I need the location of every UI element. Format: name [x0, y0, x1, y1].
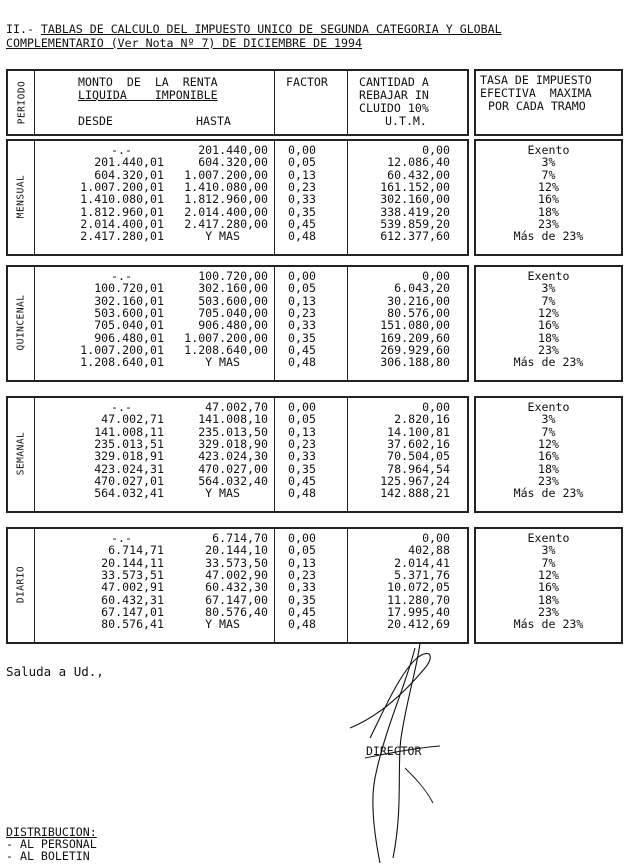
cell-tasa: 12%	[538, 180, 559, 195]
cell-hasta: 329.018,90	[198, 437, 268, 452]
cell-factor: 0,48	[288, 617, 316, 632]
cell-tasa: 3%	[541, 281, 556, 296]
cell-cantidad: 12.086,40	[387, 155, 450, 170]
cell-desde: 1.007.200,01	[80, 180, 164, 195]
cell-factor: 0,23	[288, 437, 316, 452]
header-cantidad-4: U.T.M.	[385, 114, 427, 128]
cell-cantidad: 338.419,20	[380, 204, 450, 219]
cell-factor: 0,35	[288, 592, 316, 607]
cell-hasta: 141.008,10	[198, 412, 268, 427]
cell-cantidad: 11.280,70	[387, 592, 450, 607]
cell-hasta: 235.013,50	[198, 424, 268, 439]
cell-desde: 47.002,71	[101, 412, 164, 427]
cell-tasa: 12%	[538, 568, 559, 583]
distribution-list	[6, 826, 97, 862]
section-label: SEMANAL	[15, 431, 27, 476]
cell-cantidad: 612.377,60	[380, 229, 450, 244]
header-periodo: PERIODO	[16, 80, 28, 125]
title-line-1: TABLAS DE CALCULO DEL IMPUESTO UNICO DE SEGUNDA CATEGORIA Y GLOBAL	[40, 22, 502, 36]
cell-desde: 201.440,01	[94, 155, 164, 170]
cell-factor: 0,23	[288, 180, 316, 195]
cell-tasa: 18%	[538, 592, 559, 607]
section-table-quincenal	[6, 265, 469, 382]
cell-tasa: 7%	[541, 555, 556, 570]
cell-cantidad: 142.888,21	[380, 486, 450, 501]
cell-hasta: Y MAS	[205, 617, 240, 632]
cell-desde: 100.720,01	[94, 281, 164, 296]
cell-cantidad: 6.043,20	[394, 281, 450, 296]
cell-desde: 141.008,11	[94, 424, 164, 439]
cell-hasta: 80.576,40	[205, 605, 268, 620]
cell-cantidad: 2.820,16	[394, 412, 450, 427]
cell-desde: 80.576,41	[101, 617, 164, 632]
cell-factor: 0,33	[288, 449, 316, 464]
cell-factor: 0,48	[288, 486, 316, 501]
header-factor: FACTOR	[286, 75, 328, 89]
title-line-2: COMPLEMENTARIO (Ver Nota Nº 7) DE DICIEMBRE DE 1994	[6, 36, 362, 50]
cell-factor: 0,33	[288, 192, 316, 207]
cell-factor: 0,05	[288, 543, 316, 558]
cell-desde: 60.432,31	[101, 592, 164, 607]
cell-tasa: 18%	[538, 461, 559, 476]
cell-cantidad: 2.014,41	[394, 555, 450, 570]
cell-cantidad: 0,00	[422, 269, 450, 283]
section-label: QUINCENAL	[15, 294, 27, 351]
cell-hasta: Y MAS	[205, 355, 240, 370]
cell-hasta: 6.714,70	[212, 531, 268, 545]
section-table-diario	[6, 527, 469, 644]
cell-tasa: 12%	[538, 437, 559, 452]
cell-factor: 0,05	[288, 281, 316, 296]
cell-cantidad: 20.412,69	[387, 617, 450, 632]
cell-cantidad: 0,00	[422, 143, 450, 157]
cell-tasa: 12%	[538, 306, 559, 321]
cell-factor: 0,33	[288, 318, 316, 333]
section-label: DIARIO	[15, 565, 27, 604]
cell-cantidad: 17.995,40	[387, 605, 450, 620]
cell-desde: 235.013,51	[94, 437, 164, 452]
cell-hasta: 1.007.200,00	[184, 330, 268, 345]
cell-tasa: 23%	[538, 474, 559, 489]
cell-factor: 0,23	[288, 306, 316, 321]
section-label: MENSUAL	[15, 174, 27, 219]
cell-factor: 0,00	[288, 531, 316, 545]
cell-factor: 0,00	[288, 143, 316, 157]
cell-factor: 0,35	[288, 204, 316, 219]
cell-desde: 33.573,51	[101, 568, 164, 583]
cell-cantidad: 169.209,60	[380, 330, 450, 345]
header-cantidad-2: REBAJAR IN	[359, 88, 429, 102]
cell-hasta: 201.440,00	[198, 143, 268, 157]
cell-tasa: 16%	[538, 449, 559, 464]
cell-desde: 906.480,01	[94, 330, 164, 345]
cell-factor: 0,35	[288, 461, 316, 476]
cell-tasa: Más de 23%	[513, 486, 584, 501]
cell-tasa: 16%	[538, 318, 559, 333]
cell-cantidad: 0,00	[422, 400, 450, 414]
cell-cantidad: 10.072,05	[387, 580, 450, 595]
cell-desde: -.-	[111, 269, 132, 283]
cell-hasta: 564.032,40	[198, 474, 268, 489]
cell-cantidad: 306.188,80	[380, 355, 450, 370]
cell-tasa: Más de 23%	[513, 229, 584, 244]
cell-cantidad: 269.929,60	[380, 343, 450, 358]
cell-factor: 0,05	[288, 412, 316, 427]
cell-desde: 302.160,01	[94, 293, 164, 308]
distribution-item: - AL PERSONAL	[6, 837, 97, 851]
cell-tasa: Más de 23%	[513, 355, 584, 370]
cell-factor: 0,13	[288, 293, 316, 308]
cell-tasa: 23%	[538, 605, 559, 620]
cell-factor: 0,45	[288, 474, 316, 489]
cell-cantidad: 402,88	[408, 543, 450, 558]
cell-desde: 1.410.080,01	[80, 192, 164, 207]
cell-tasa: 7%	[541, 167, 556, 182]
cell-factor: 0,00	[288, 269, 316, 283]
cell-tasa: Exento	[527, 269, 570, 283]
cell-tasa: 3%	[541, 155, 556, 170]
cell-cantidad: 37.602,16	[387, 437, 450, 452]
header-table	[6, 69, 469, 136]
cell-cantidad: 14.100,81	[387, 424, 450, 439]
cell-desde: 564.032,41	[94, 486, 164, 501]
header-cantidad-3: CLUIDO 10%	[359, 101, 429, 115]
cell-factor: 0,05	[288, 155, 316, 170]
cell-tasa: 3%	[541, 543, 556, 558]
cell-tasa: 18%	[538, 204, 559, 219]
header-monto-line1: MONTO DE LA RENTA	[78, 75, 218, 89]
cell-factor: 0,48	[288, 355, 316, 370]
cell-tasa: 7%	[541, 424, 556, 439]
cell-factor: 0,23	[288, 568, 316, 583]
cell-tasa: 16%	[538, 580, 559, 595]
cell-hasta: 100.720,00	[198, 269, 268, 283]
cell-desde: -.-	[111, 400, 132, 414]
cell-hasta: 1.208.640,00	[184, 343, 268, 358]
cell-hasta: 20.144,10	[205, 543, 268, 558]
cell-factor: 0,33	[288, 580, 316, 595]
cell-desde: 470.027,01	[94, 474, 164, 489]
director-label: DIRECTOR	[366, 744, 422, 758]
cell-hasta: 2.417.280,00	[184, 217, 268, 232]
cell-desde: 1.007.200,01	[80, 343, 164, 358]
cell-desde: 503.600,01	[94, 306, 164, 321]
section-tasa-mensual	[474, 139, 623, 256]
cell-cantidad: 5.371,76	[394, 568, 450, 583]
header-desde: DESDE	[78, 114, 113, 128]
cell-tasa: 7%	[541, 293, 556, 308]
cell-desde: -.-	[111, 531, 132, 545]
cell-hasta: 423.024,30	[198, 449, 268, 464]
cell-hasta: 604.320,00	[198, 155, 268, 170]
section-tasa-diario	[474, 527, 623, 644]
cell-hasta: 1.007.200,00	[184, 167, 268, 182]
cell-cantidad: 70.504,05	[387, 449, 450, 464]
cell-desde: -.-	[111, 143, 132, 157]
cell-hasta: 60.432,30	[205, 580, 268, 595]
section-tasa-semanal	[474, 396, 623, 513]
cell-factor: 0,48	[288, 229, 316, 244]
cell-cantidad: 0,00	[422, 531, 450, 545]
cell-cantidad: 161.152,00	[380, 180, 450, 195]
cell-hasta: 906.480,00	[198, 318, 268, 333]
title-prefix: II.-	[6, 22, 34, 36]
cell-hasta: 1.410.080,00	[184, 180, 268, 195]
cell-hasta: 1.812.960,00	[184, 192, 268, 207]
cell-factor: 0,45	[288, 217, 316, 232]
header-tasa-3: POR CADA TRAMO	[488, 99, 586, 113]
cell-desde: 20.144,11	[101, 555, 164, 570]
cell-tasa: 18%	[538, 330, 559, 345]
cell-tasa: 23%	[538, 217, 559, 232]
cell-desde: 329.018,91	[94, 449, 164, 464]
cell-desde: 705.040,01	[94, 318, 164, 333]
cell-desde: 1.208.640,01	[80, 355, 164, 370]
header-tasa-1: TASA DE IMPUESTO	[480, 73, 592, 87]
cell-cantidad: 60.432,00	[387, 167, 450, 182]
cell-hasta: 47.002,70	[205, 400, 268, 414]
header-cantidad-1: CANTIDAD A	[359, 75, 429, 89]
cell-cantidad: 80.576,00	[387, 306, 450, 321]
header-tasa-table	[474, 69, 623, 136]
section-table-semanal	[6, 396, 469, 513]
cell-hasta: 33.573,50	[205, 555, 268, 570]
cell-factor: 0,13	[288, 167, 316, 182]
cell-cantidad: 539.859,20	[380, 217, 450, 232]
cell-tasa: 23%	[538, 343, 559, 358]
closing-salutation: Saluda a Ud.,	[6, 664, 104, 679]
cell-tasa: Más de 23%	[513, 617, 584, 632]
cell-desde: 2.417.280,01	[80, 229, 164, 244]
cell-tasa: Exento	[527, 400, 570, 414]
cell-tasa: Exento	[527, 143, 570, 157]
cell-desde: 47.002,91	[101, 580, 164, 595]
cell-hasta: Y MAS	[205, 486, 240, 501]
cell-hasta: 47.002,90	[205, 568, 268, 583]
cell-hasta: 2.014.400,00	[184, 204, 268, 219]
header-tasa-2: EFECTIVA MAXIMA	[480, 86, 592, 100]
document-title	[6, 22, 621, 50]
section-table-mensual	[6, 139, 469, 256]
cell-desde: 67.147,01	[101, 605, 164, 620]
cell-cantidad: 78.964,54	[387, 461, 450, 476]
cell-factor: 0,13	[288, 555, 316, 570]
cell-cantidad: 151.080,00	[380, 318, 450, 333]
cell-tasa: Exento	[527, 531, 570, 545]
cell-cantidad: 302.160,00	[380, 192, 450, 207]
cell-cantidad: 125.967,24	[380, 474, 450, 489]
cell-factor: 0,13	[288, 424, 316, 439]
cell-factor: 0,00	[288, 400, 316, 414]
cell-cantidad: 30.216,00	[387, 293, 450, 308]
cell-desde: 6.714,71	[108, 543, 164, 558]
cell-desde: 1.812.960,01	[80, 204, 164, 219]
section-tasa-quincenal	[474, 265, 623, 382]
cell-factor: 0,45	[288, 343, 316, 358]
cell-tasa: 16%	[538, 192, 559, 207]
cell-factor: 0,45	[288, 605, 316, 620]
cell-tasa: 3%	[541, 412, 556, 427]
cell-hasta: 503.600,00	[198, 293, 268, 308]
distribution-heading: DISTRIBUCION:	[6, 825, 97, 839]
cell-desde: 2.014.400,01	[80, 217, 164, 232]
cell-hasta: 67.147,00	[205, 592, 268, 607]
cell-hasta: Y MAS	[205, 229, 240, 244]
distribution-item: - AL BOLETIN	[6, 849, 90, 863]
cell-hasta: 470.027,00	[198, 461, 268, 476]
cell-desde: 604.320,01	[94, 167, 164, 182]
cell-hasta: 302.160,00	[198, 281, 268, 296]
cell-desde: 423.024,31	[94, 461, 164, 476]
cell-hasta: 705.040,00	[198, 306, 268, 321]
cell-factor: 0,35	[288, 330, 316, 345]
header-hasta: HASTA	[196, 114, 231, 128]
header-monto-line2: LIQUIDA IMPONIBLE	[78, 88, 218, 102]
